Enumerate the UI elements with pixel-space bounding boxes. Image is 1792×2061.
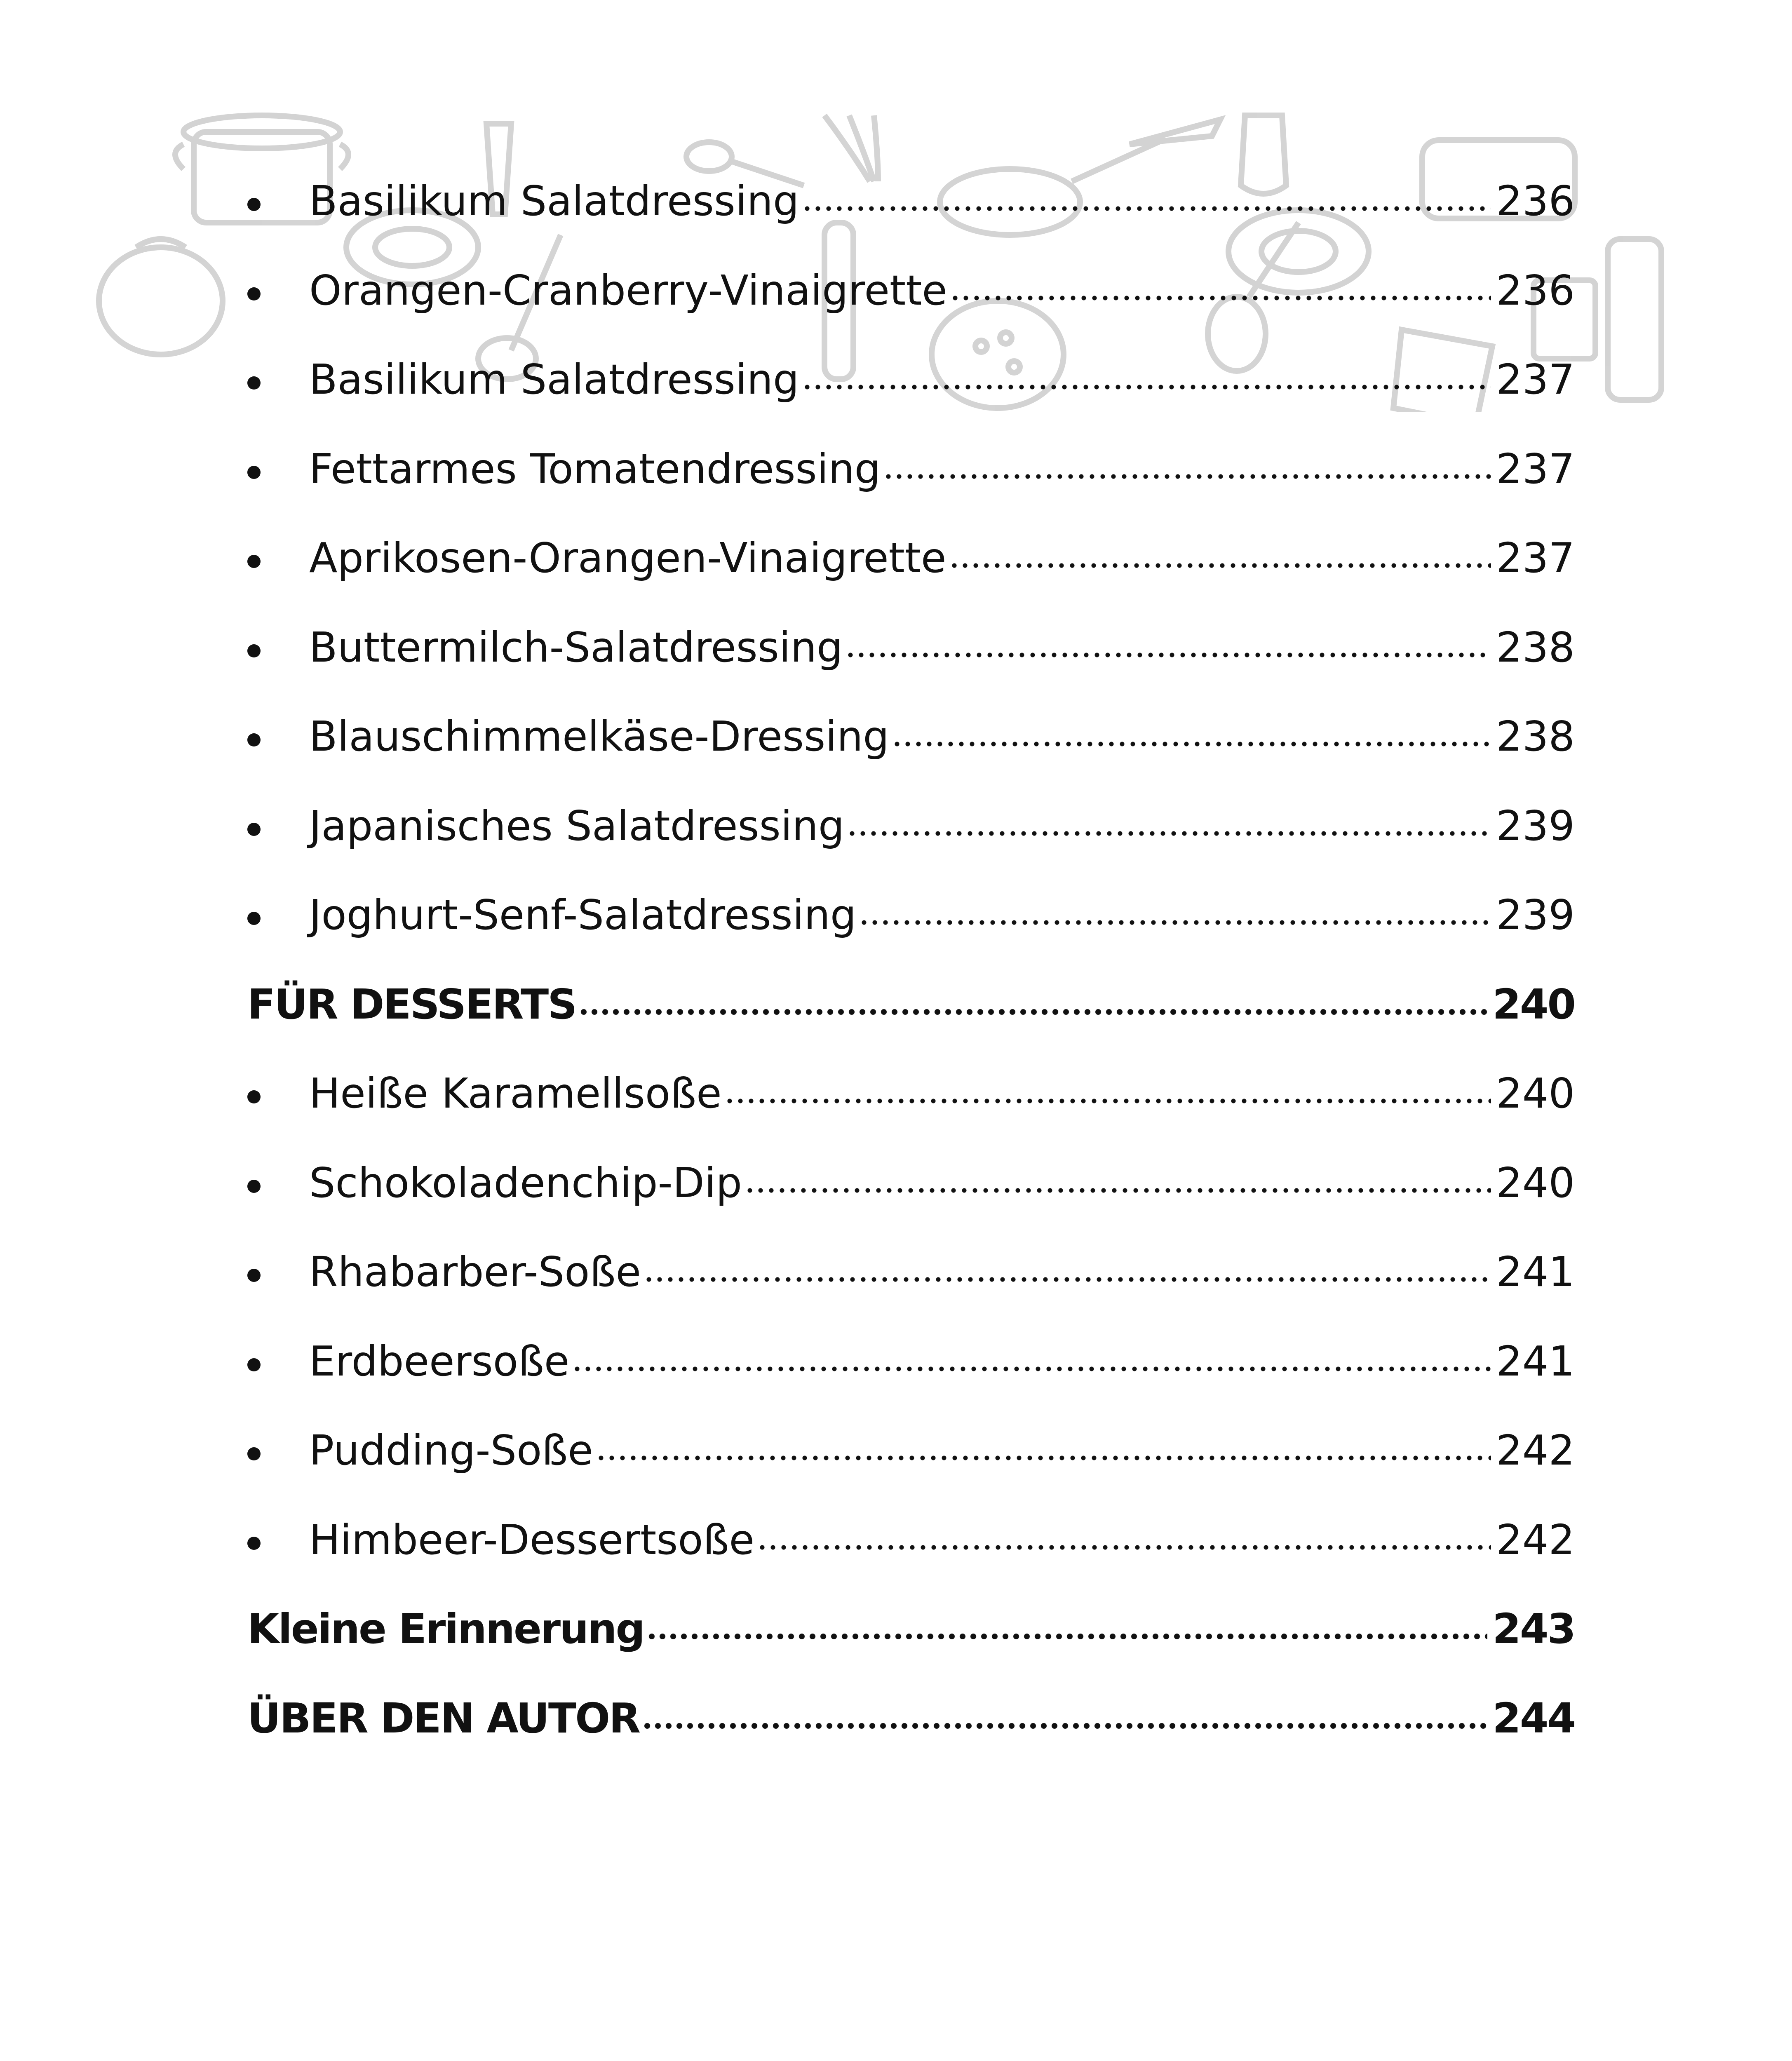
toc-entry-title: Kleine Erinnerung [247,1605,644,1653]
dot-leader [596,1455,1491,1461]
dot-leader [578,1009,1487,1015]
dot-leader [757,1545,1491,1550]
toc-item-entry[interactable] [247,246,1575,336]
toc-section-entry[interactable] [247,1584,1575,1674]
bullet-icon [247,198,261,211]
toc-page-number: 238 [1496,623,1575,671]
toc-entry-title: Erdbeersoße [309,1337,570,1385]
toc-item-entry[interactable] [247,603,1575,692]
toc-item-entry[interactable] [247,1495,1575,1585]
toc-item-entry[interactable] [247,1228,1575,1317]
toc-page-number: 239 [1496,891,1575,939]
toc-entry-title: Japanisches Salatdressing [309,801,845,850]
toc-page-number: 241 [1496,1337,1575,1385]
toc-item-entry[interactable] [247,871,1575,960]
bullet-icon [247,1537,261,1550]
toc-page-number: 242 [1496,1515,1575,1564]
toc-entry-title: Joghurt-Senf-Salatdressing [309,891,857,939]
bullet-icon [247,287,261,300]
toc-page-number: 237 [1496,355,1575,404]
bullet-icon [247,376,261,390]
toc-entry-title: Aprikosen-Orangen-Vinaigrette [309,534,946,582]
toc-item-entry[interactable] [247,335,1575,425]
toc-page-number: 240 [1492,980,1575,1028]
toc-page-number: 238 [1496,712,1575,761]
toc-item-entry[interactable] [247,1406,1575,1495]
dot-leader [642,1723,1487,1729]
grater-icon [1608,239,1661,400]
toc-entry-title: ÜBER DEN AUTOR [247,1694,640,1742]
toc-entry-title: Blauschimmelkäse-Dressing [309,712,889,761]
bullet-icon [247,1180,261,1193]
toc-section-entry[interactable] [247,1674,1575,1763]
dot-leader [644,1277,1491,1282]
toc-page-number: 239 [1496,801,1575,850]
bullet-icon [247,466,261,479]
bullet-icon [247,1358,261,1371]
dot-leader [845,652,1491,658]
toc-entry-title: Heiße Karamellsoße [309,1069,722,1118]
table-of-contents [247,157,1575,1763]
dot-leader [847,831,1491,836]
bullet-icon [247,1447,261,1460]
bullet-icon [247,823,261,836]
toc-page-number: 237 [1496,444,1575,493]
toc-section-entry[interactable] [247,960,1575,1049]
toc-page-number: 236 [1496,266,1575,315]
toc-item-entry[interactable] [247,425,1575,514]
knife-icon [1130,120,1220,144]
toc-entry-title: Schokoladenchip-Dip [309,1158,742,1207]
toc-entry-title: Rhabarber-Soße [309,1248,641,1296]
toc-page-number: 241 [1496,1248,1575,1296]
toc-page-number: 240 [1496,1158,1575,1207]
dot-leader [949,563,1491,568]
toc-entry-title: Buttermilch-Salatdressing [309,623,843,671]
toc-entry-title: Basilikum Salatdressing [309,177,799,225]
dot-leader [724,1098,1491,1104]
dot-leader [883,474,1491,479]
bullet-icon [247,1269,261,1282]
dot-leader [859,920,1491,925]
toc-page-number: 243 [1492,1605,1575,1653]
toc-entry-title: Pudding-Soße [309,1426,593,1475]
dot-leader [950,295,1491,301]
toc-item-entry[interactable] [247,782,1575,871]
bullet-icon [247,1090,261,1103]
toc-item-entry[interactable] [247,514,1575,603]
toc-entry-title: Orangen-Cranberry-Vinaigrette [309,266,947,315]
dot-leader [892,741,1491,747]
dot-leader [572,1366,1491,1372]
dot-leader [802,206,1491,211]
dot-leader [802,384,1491,390]
bullet-icon [247,912,261,925]
toc-entry-title: Himbeer-Dessertsoße [309,1515,755,1564]
toc-entry-title: Fettarmes Tomatendressing [309,444,881,493]
toc-page-number: 244 [1492,1694,1575,1742]
toc-item-entry[interactable] [247,1317,1575,1406]
toc-page-number: 242 [1496,1426,1575,1475]
toc-entry-title: Basilikum Salatdressing [309,355,799,404]
toc-item-entry[interactable] [247,1049,1575,1138]
bullet-icon [247,733,261,746]
pot-icon [99,239,223,354]
toc-page-number: 236 [1496,177,1575,225]
toc-item-entry[interactable] [247,157,1575,246]
toc-item-entry[interactable] [247,1138,1575,1228]
toc-entry-title: FÜR DESSERTS [247,980,576,1028]
bullet-icon [247,644,261,657]
toc-item-entry[interactable] [247,692,1575,782]
toc-page-number: 240 [1496,1069,1575,1118]
dot-leader [745,1188,1491,1193]
toc-page-number: 237 [1496,534,1575,582]
bullet-icon [247,555,261,568]
dot-leader [646,1634,1487,1639]
